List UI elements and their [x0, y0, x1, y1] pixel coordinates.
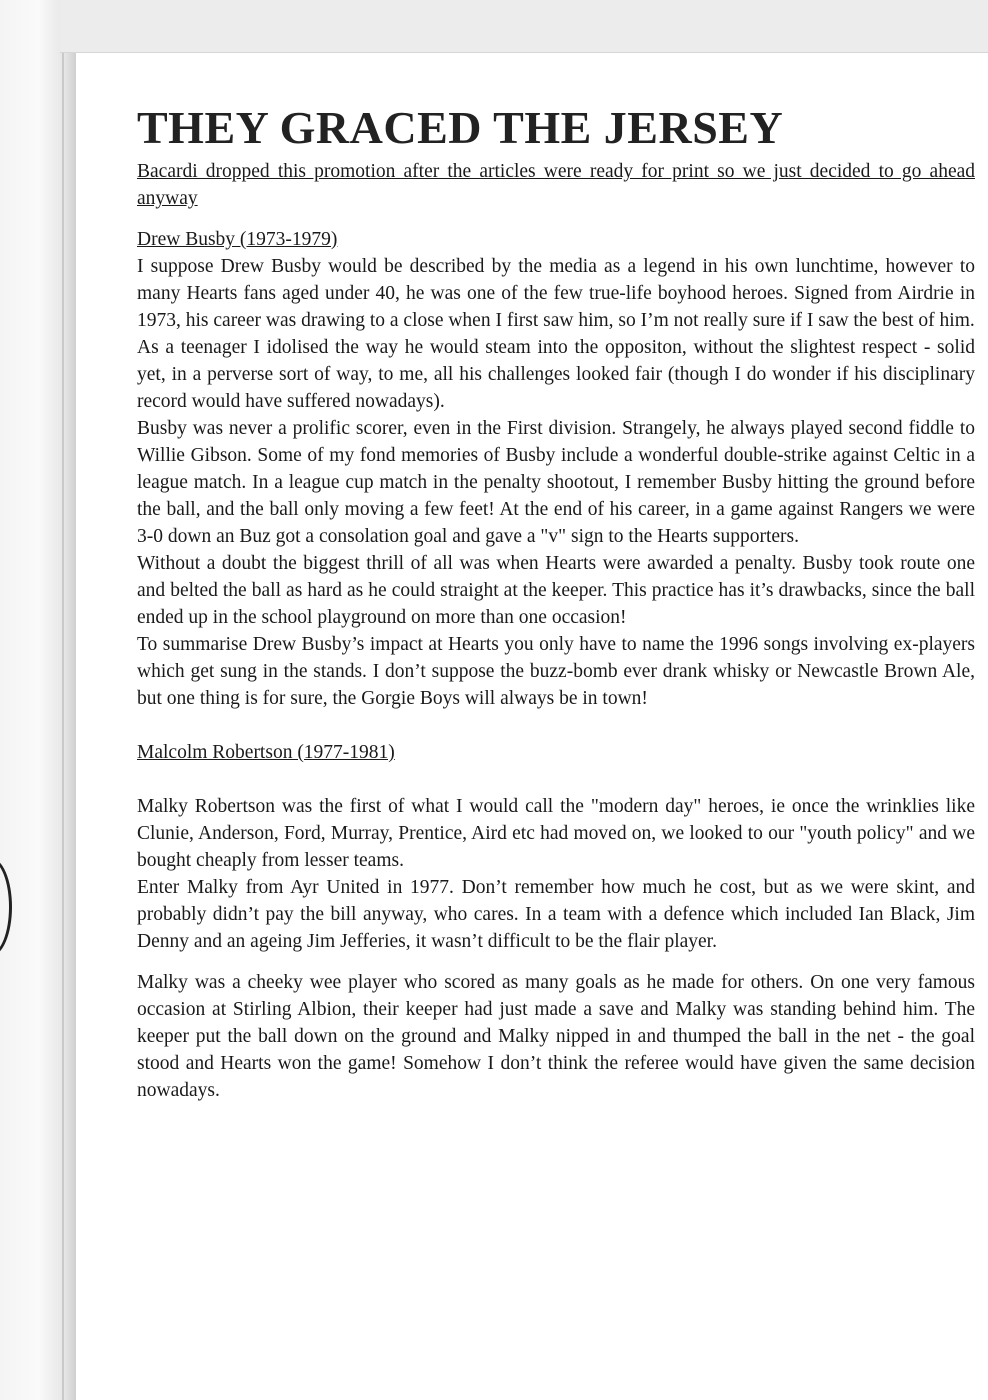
section-heading: Drew Busby (1973-1979)	[137, 229, 338, 250]
paragraph: Malky was a cheeky wee player who scored as many goals as he made for others. On one very famous occasion at Stirling Albion, their keeper had just made a save and Malky was standing behind him. The keeper put the ball down on the ground and Malky nipped in and thumped the ball in the net - the goal stood and Hearts won the game! Somehow I don’t think the referee would have given the same decision nowadays.	[137, 972, 975, 1101]
article-subtitle: Bacardi dropped this promotion after the articles were ready for print so we just decided to go ahead anyway	[137, 161, 975, 209]
page-top-edge	[60, 0, 988, 53]
paragraph: As a teenager I idolised the way he would steam into the oppositon, without the slightest respect - solid yet, in a perverse sort of way, to me, all his challenges looked fair (though I do wonder if his disciplinary record would have suffered nowadays).	[137, 337, 975, 412]
article-title: THEY GRACED THE JERSEY	[137, 102, 784, 153]
section-heading: Malcolm Robertson (1977-1981)	[137, 742, 395, 763]
page-fold-line	[62, 40, 64, 1400]
paragraph: Enter Malky from Ayr United in 1977. Don’t remember how much he cost, but as we were skint, and probably didn’t pay the bill anyway, who cares. In a team with a defence which included Ian Black, Jim Denny and an ageing Jim Jefferies, it wasn’t difficult to be the flair player.	[137, 877, 975, 952]
section-malcolm-robertson	[137, 739, 975, 1104]
paragraph: Malky Robertson was the first of what I would call the "modern day" heroes, ie once the wrinklies like Clunie, Anderson, Ford, Murray, Prentice, Aird etc had moved on, we looked to our "youth policy" and we bought cheaply from lesser teams.	[137, 796, 975, 871]
article	[137, 100, 975, 1104]
section-drew-busby	[137, 226, 975, 712]
page-gutter	[0, 0, 76, 1400]
paragraph: Busby was never a prolific scorer, even in the First division. Strangely, he always played second fiddle to Willie Gibson. Some of my fond memories of Busby include a wonderful double-strike against Celtic in a league match. In a league cup match in the penalty shootout, I remember Busby hitting the ground before the ball, and the ball only moving a few feet! At the end of his career, in a game against Rangers we were 3-0 down an Buz got a consolation goal and gave a "v" sign to the Hearts supporters.	[137, 418, 975, 547]
paragraph: To summarise Drew Busby’s impact at Hearts you only have to name the 1996 songs involving ex-players which get sung in the stands. I don’t suppose the buzz-bomb ever drank whisky or Newcastle Brown Ale, but one thing is for sure, the Gorgie Boys will always be in town!	[137, 634, 975, 709]
paragraph: I suppose Drew Busby would be described by the media as a legend in his own lunchtime, however to many Hearts fans aged under 40, he was one of the few true-life boyhood heroes. Signed from Airdrie in 1973, his career was drawing to a close when I first saw him, so I’m not really sure if I saw the best of him.	[137, 256, 975, 331]
paragraph: Without a doubt the biggest thrill of all was when Hearts were awarded a penalty. Busby took route one and belted the ball as hard as he could straight at the keeper. This practice has it’s drawbacks, since the ball ended up in the school playground on more than one occasion!	[137, 553, 975, 628]
